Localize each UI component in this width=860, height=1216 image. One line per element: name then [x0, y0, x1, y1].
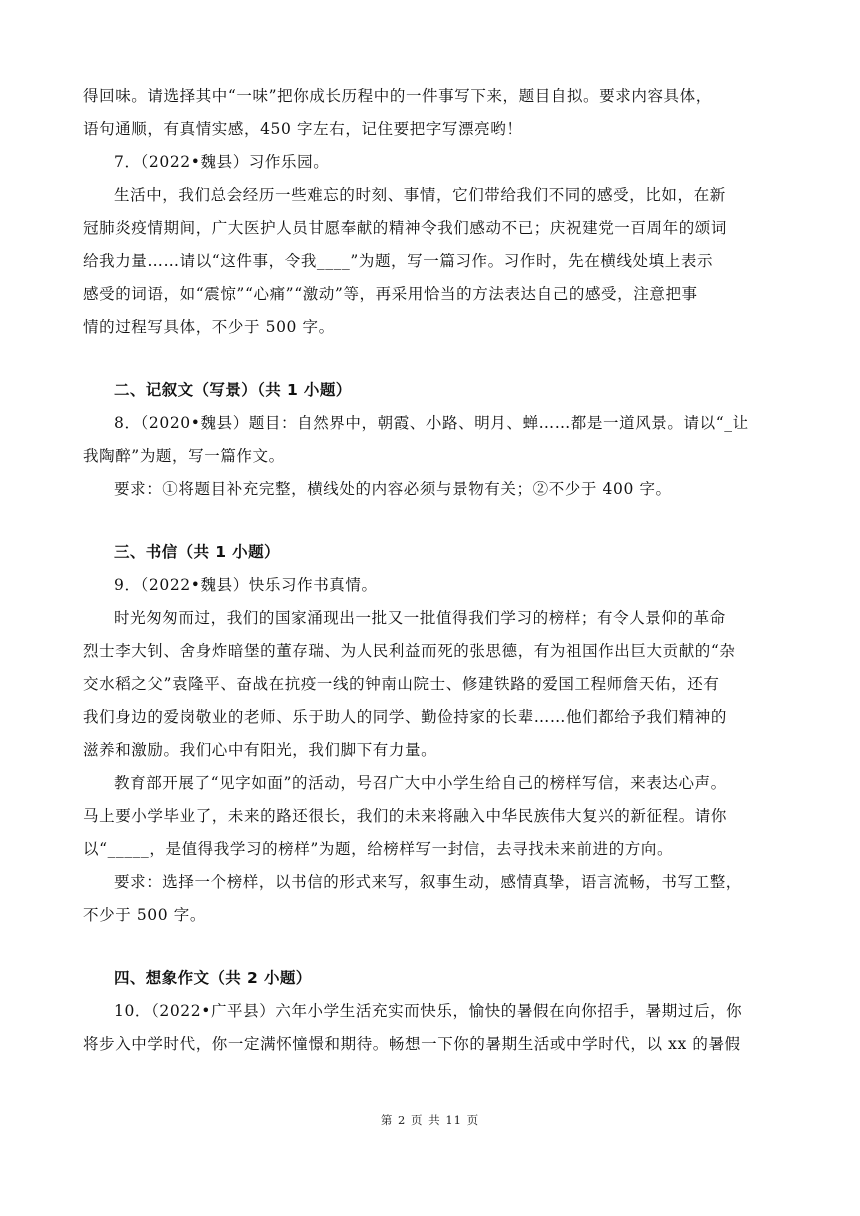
text-line-2: 语句通顺，有真情实感，450 字左右，记住要把字写漂亮哟！ [83, 120, 523, 138]
text-line-5: 冠肺炎疫情期间，广大医护人员甘愿奉献的精神令我们感动不已；庆祝建党一百周年的颂词 [83, 219, 728, 237]
text-line-22: 以“_____，是值得我学习的榜样”为题，给榜样写一封信，去寻找未来前进的方向。 [83, 840, 674, 858]
text-line-19: 滋养和激励。我们心中有阳光，我们脚下有力量。 [83, 741, 438, 759]
question-9-title: 9．（2022•魏县）快乐习作书真情。 [114, 576, 378, 594]
section-heading-4: 四、想象作文（共 2 小题） [114, 969, 312, 987]
text-line-1: 得回味。请选择其中“一味”把你成长历程中的一件事写下来，题目自拟。要求内容具体， [83, 87, 712, 105]
question-9-requirements: 要求：选择一个榜样，以书信的形式来写，叙事生动，感情真挚，语言流畅，书写工整， [114, 873, 742, 891]
text-line-15: 时光匆匆而过，我们的国家涌现出一批又一批值得我们学习的榜样；有令人景仰的革命 [114, 609, 726, 627]
text-line-7: 感受的词语，如“震惊”“心痛”“激动”等，再采用恰当的方法表达自己的感受，注意把事 [83, 285, 698, 303]
text-line-4: 生活中，我们总会经历一些难忘的时刻、事情，它们带给我们不同的感受，比如，在新 [114, 186, 726, 204]
question-8-title: 8．（2020•魏县）题目：自然界中，朝霞、小路、明月、蝉……都是一道风景。请以“_让 [114, 414, 749, 432]
text-line-21: 马上要小学毕业了，未来的路还很长，我们的未来将融入中华民族伟大复兴的新征程。请你 [83, 807, 728, 825]
text-line-18: 我们身边的爱岗敬业的老师、乐于助人的同学、勤俭持家的长辈……他们都给予我们精神的 [83, 708, 728, 726]
document-body [83, 80, 783, 1061]
question-10-title: 10．（2022•广平县）六年小学生活充实而快乐，愉快的暑假在向你招手，暑期过后，你 [114, 1002, 743, 1020]
text-line-11: 我陶醉”为题，写一篇作文。 [83, 447, 285, 465]
section-heading-2: 二、记叙文（写景）（共 1 小题） [114, 381, 352, 399]
page-number-footer: 第 2 页 共 11 页 [380, 1113, 480, 1127]
text-line-24: 不少于 500 字。 [83, 906, 206, 924]
section-heading-3: 三、书信（共 1 小题） [114, 543, 280, 561]
text-line-8: 情的过程写具体，不少于 500 字。 [83, 318, 335, 336]
text-line-27: 将步入中学时代，你一定满怀憧憬和期待。畅想一下你的暑期生活或中学时代，以 xx 的暑假 [83, 1035, 741, 1053]
text-line-16: 烈士李大钊、舍身炸暗堡的董存瑞、为人民利益而死的张思德，有为祖国作出巨大贡献的“杂 [83, 642, 736, 660]
question-8-requirements: 要求：①将题目补充完整，横线处的内容必须与景物有关；②不少于 400 字。 [114, 480, 672, 498]
question-7-title: 7．（2022•魏县）习作乐园。 [114, 153, 330, 171]
text-line-20: 教育部开展了“见字如面”的活动，号召广大中小学生给自己的榜样写信，来表达心声。 [114, 774, 727, 792]
text-line-17: 交水稻之父”袁隆平、奋战在抗疫一线的钟南山院士、修建铁路的爱国工程师詹天佑，还有 [83, 675, 720, 693]
text-line-6: 给我力量……请以“这件事，令我____”为题，写一篇习作。习作时，先在横线处填上表示 [83, 252, 714, 270]
